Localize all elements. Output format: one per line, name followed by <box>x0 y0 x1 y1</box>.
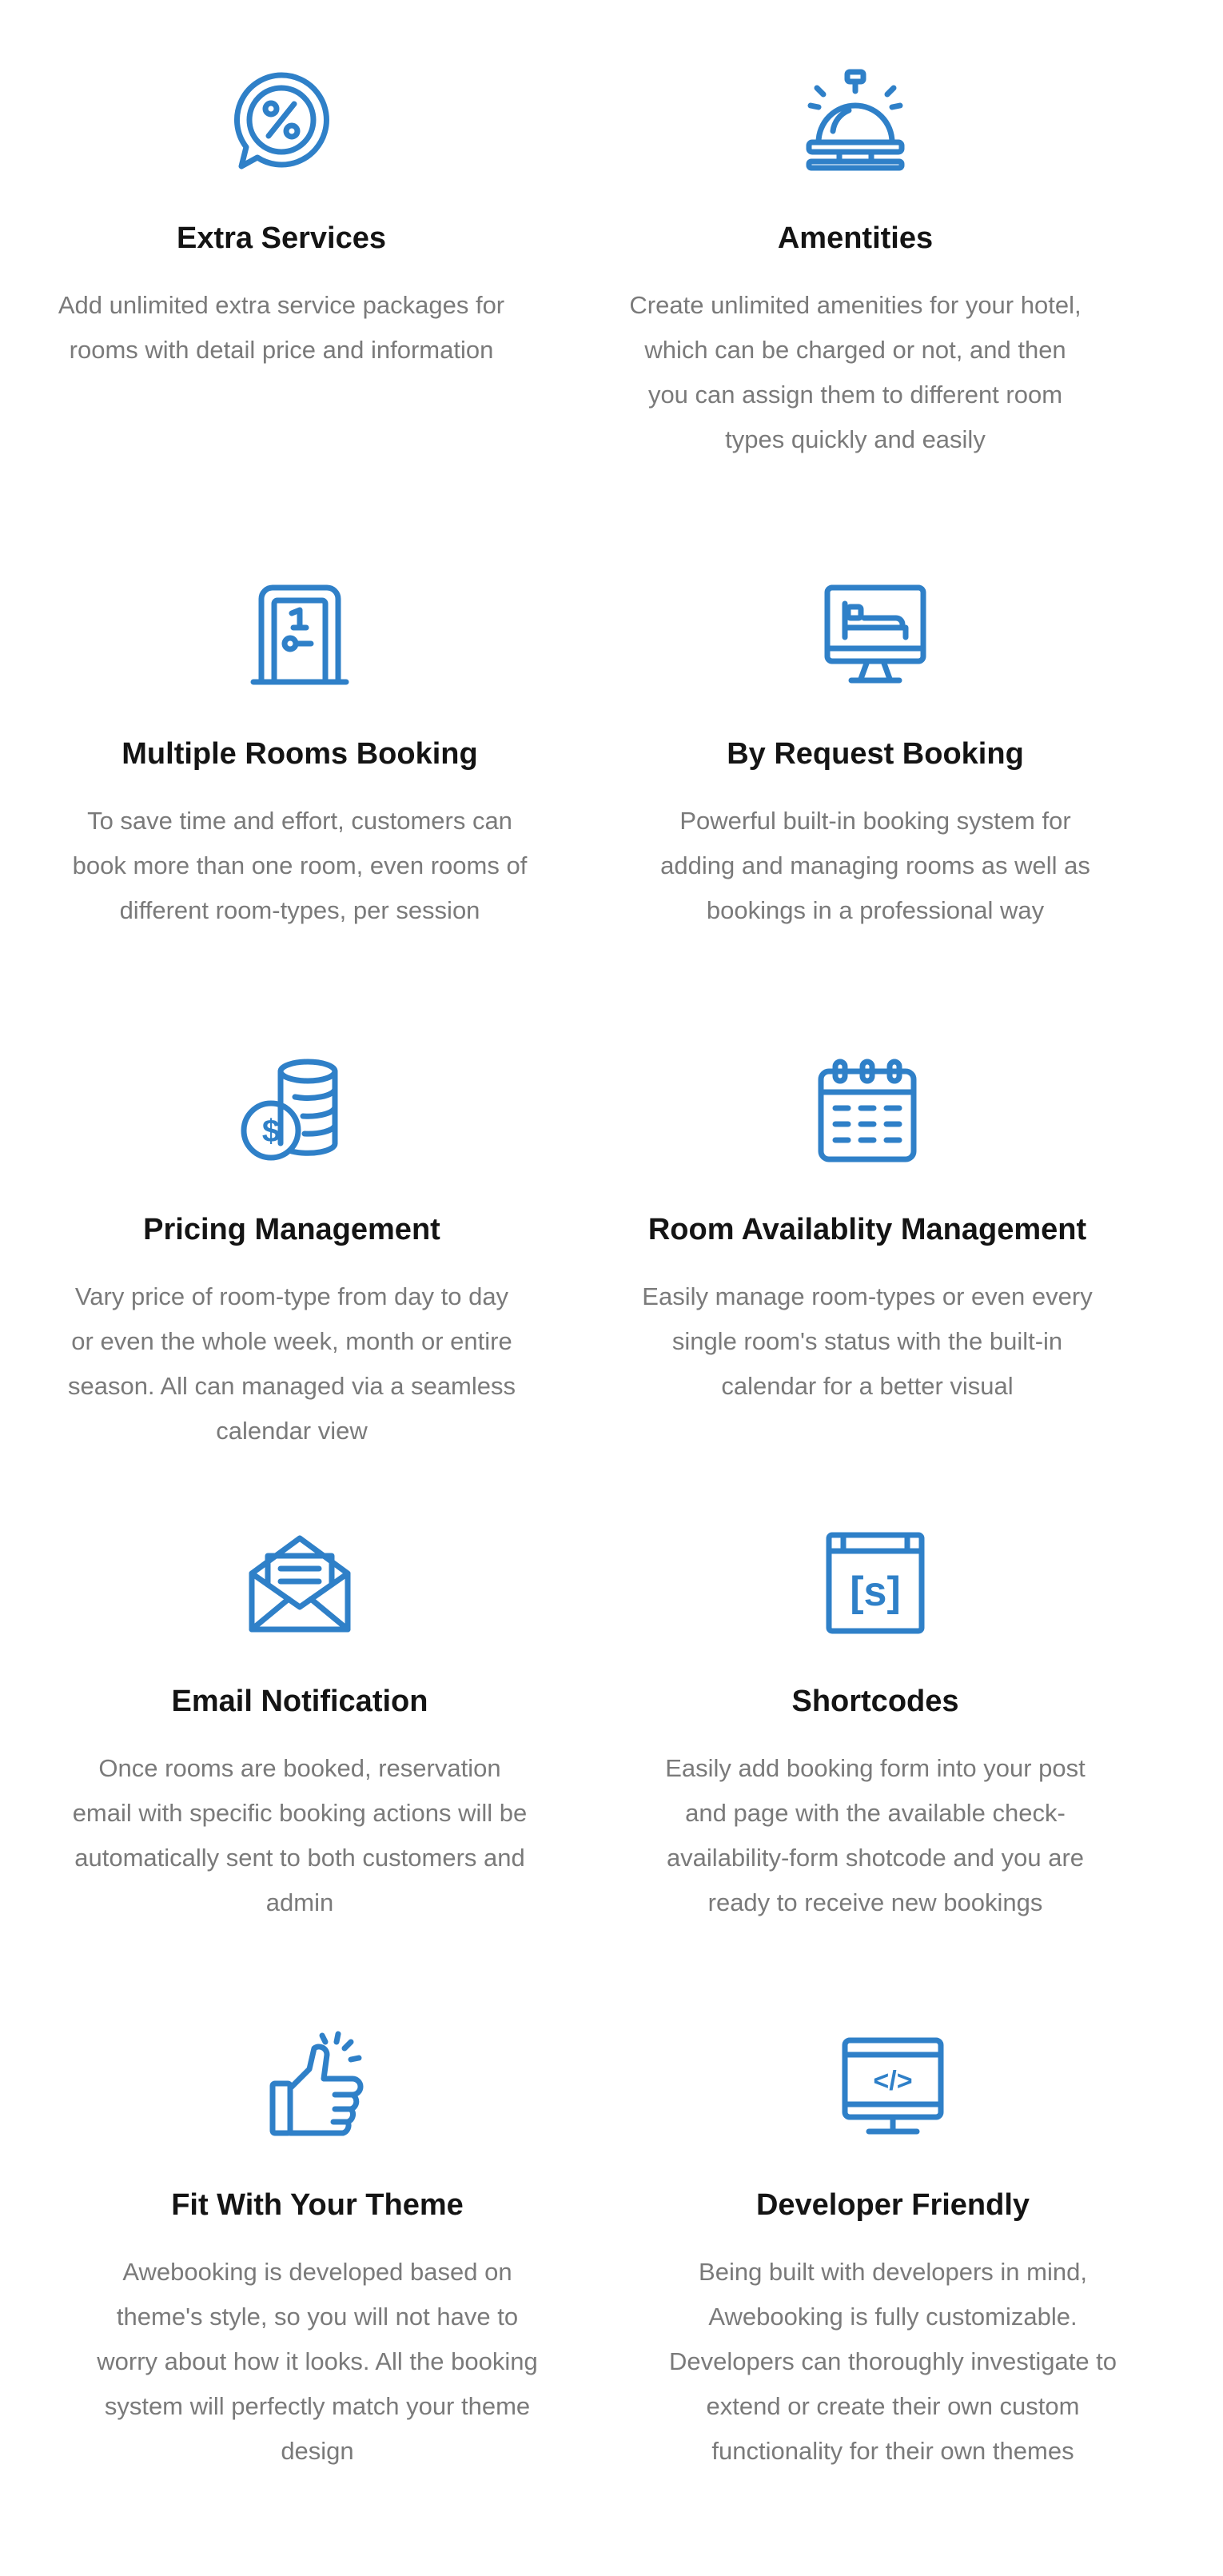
feature-email-notification <box>60 1527 540 1925</box>
svg-text:$: $ <box>261 1114 281 1149</box>
feature-description: Vary price of room-type from day to day or even the whole week, month or entire season. All can managed via a seamless calendar view <box>67 1282 516 1445</box>
feature-title: Amentities <box>777 221 934 255</box>
feature-title: Fit With Your Theme <box>171 2188 464 2222</box>
feature-title: Pricing Management <box>143 1213 440 1246</box>
service-bell-icon <box>799 64 911 176</box>
feature-shortcodes <box>635 1527 1115 1925</box>
feature-description: Create unlimited amenities for your hotel, which can be charged or not, and then you can assign them to different room types quickly and easily <box>629 291 1082 453</box>
feature-description: Easily manage room-types or even every single room's status with the built-in calendar for a better visual <box>642 1282 1093 1400</box>
code-monitor-icon <box>837 2031 949 2143</box>
svg-text:[s]: [s] <box>850 1569 901 1615</box>
door-icon <box>244 580 356 692</box>
feature-description: Easily add booking form into your post and page with the available check-availability-form shotcode and you are ready to receive new bookings <box>665 1754 1086 1916</box>
feature-extra-services <box>42 64 521 373</box>
feature-title: By Request Booking <box>727 737 1024 771</box>
feature-description: Add unlimited extra service packages for rooms with detail price and information <box>58 291 505 364</box>
monitor-bed-icon <box>819 580 931 692</box>
feature-pricing-management <box>52 1055 532 1453</box>
coins-dollar-icon <box>236 1055 348 1167</box>
feature-description: Being built with developers in mind, Awebooking is fully customizable. Developers can thoroughly investigate to extend or create their own custom functionality for their own themes <box>668 2258 1117 2465</box>
feature-room-availability-management <box>627 1055 1107 1409</box>
feature-title: Developer Friendly <box>755 2188 1030 2222</box>
feature-by-request-booking <box>635 580 1115 933</box>
feature-description: Powerful built-in booking system for adding and managing rooms as well as bookings in a professional way <box>660 807 1090 924</box>
feature-amenities <box>615 64 1095 462</box>
feature-description: Awebooking is developed based on theme's style, so you will not have to worry about how it looks. All the booking system will perfectly match your theme design <box>97 2258 538 2465</box>
envelope-icon <box>244 1527 356 1639</box>
shortcode-icon <box>819 1527 931 1639</box>
thumbs-up-icon <box>261 2031 373 2143</box>
feature-title: Email Notification <box>171 1685 428 1718</box>
svg-text:</>: </> <box>873 2066 913 2096</box>
feature-multiple-rooms-booking <box>60 580 540 933</box>
feature-title: Shortcodes <box>791 1685 959 1718</box>
feature-title: Extra Services <box>177 221 386 255</box>
feature-description: Once rooms are booked, reservation email with specific booking actions will be automatically sent to both customers and admin <box>72 1754 528 1916</box>
feature-developer-friendly <box>653 2031 1133 2474</box>
feature-description: To save time and effort, customers can book more than one room, even rooms of different room-types, per session <box>72 807 528 924</box>
feature-title: Room Availablity Management <box>647 1213 1087 1246</box>
calendar-icon <box>811 1055 923 1167</box>
feature-fit-with-your-theme <box>78 2031 557 2474</box>
percent-badge-icon <box>225 64 337 176</box>
feature-title: Multiple Rooms Booking <box>122 737 478 771</box>
